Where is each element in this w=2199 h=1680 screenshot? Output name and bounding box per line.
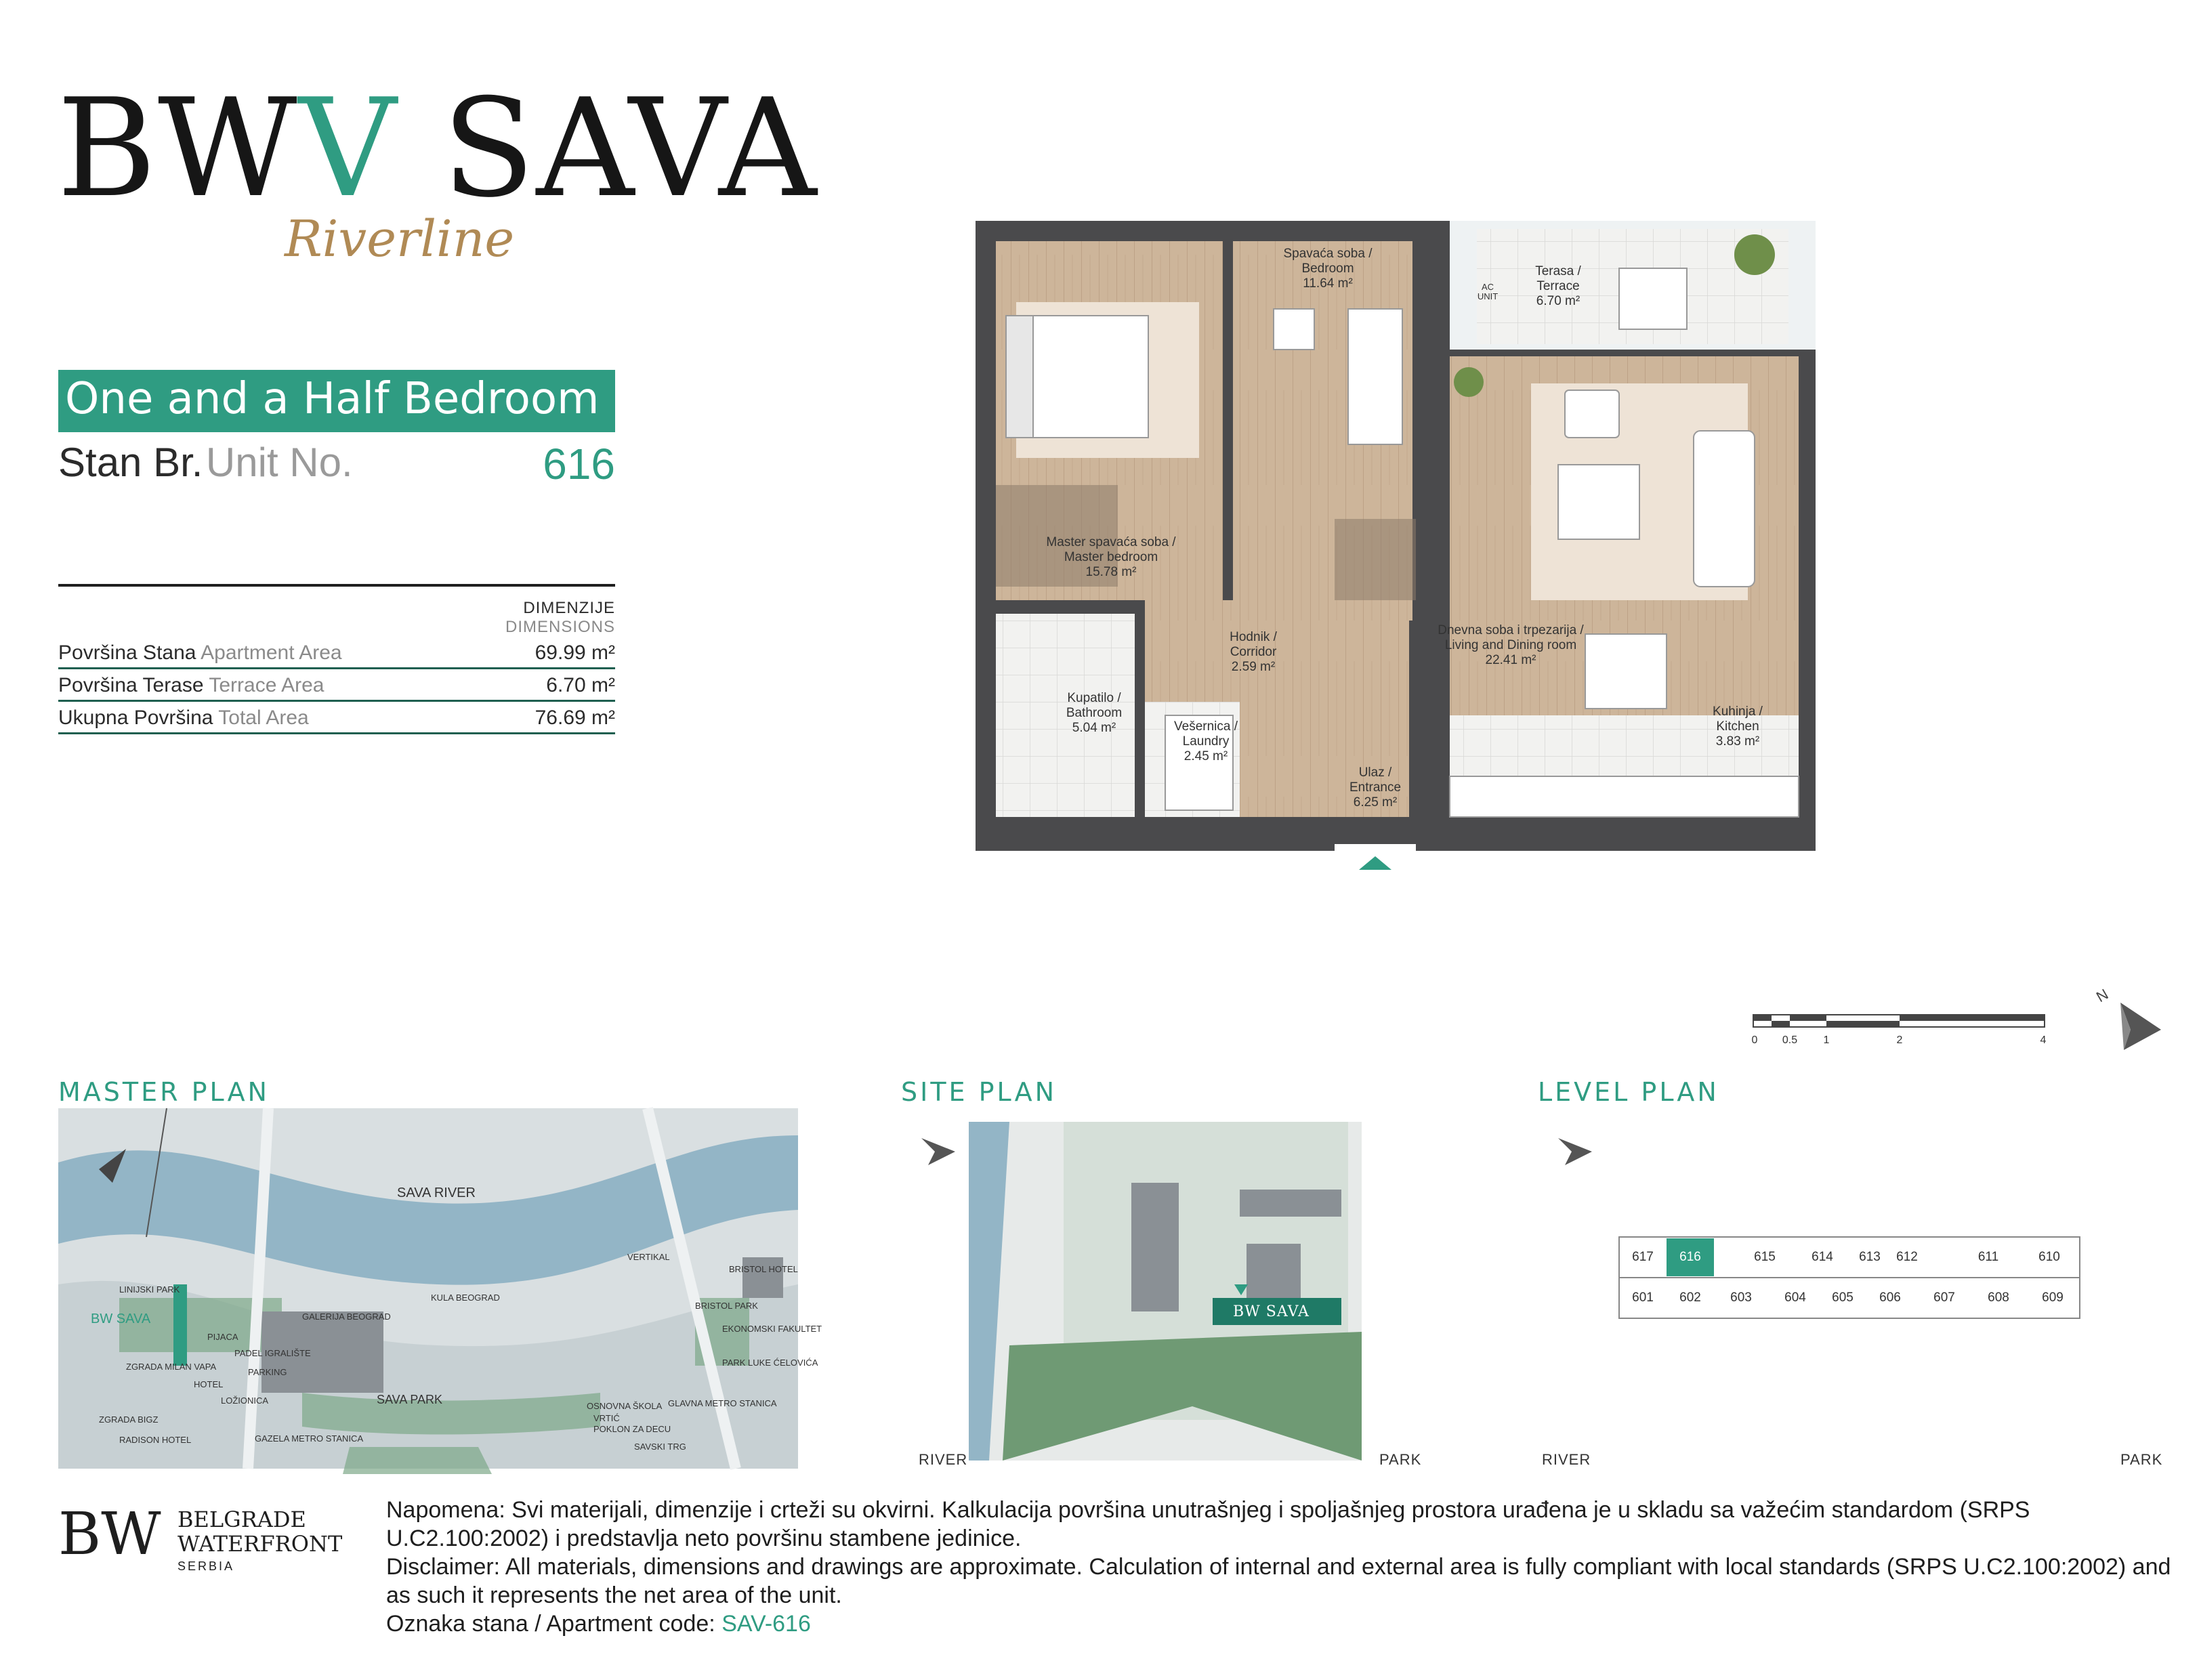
- map-label: SAVSKI TRG: [634, 1442, 686, 1452]
- level-plan-caption-park: PARK: [2120, 1451, 2163, 1468]
- level-unit-603: 603: [1730, 1290, 1752, 1305]
- room-label-bathroom: Kupatilo / Bathroom 5.04 m²: [1066, 691, 1123, 735]
- master-plan-heading: MASTER PLAN: [58, 1077, 270, 1107]
- map-label: PADEL IGRALIŠTE: [234, 1348, 311, 1358]
- area-label: [58, 674, 324, 697]
- level-plan-heading: LEVEL PLAN: [1538, 1077, 1719, 1107]
- map-label: LOŽIONICA: [221, 1395, 269, 1406]
- brand-title-sava: SAVA: [397, 70, 818, 228]
- area-label: [58, 642, 342, 665]
- map-label: GALERIJA BEOGRAD: [302, 1311, 391, 1322]
- area-value: 6.70 m²: [546, 674, 615, 696]
- level-unit-616-highlight: 616: [1679, 1250, 1701, 1264]
- unit-label-local: Stan Br.: [58, 440, 203, 485]
- area-value: 76.69 m²: [535, 707, 615, 729]
- map-label: ZGRADA BIGZ: [99, 1414, 159, 1425]
- room-label-entrance: Ulaz / Entrance 6.25 m²: [1349, 765, 1402, 810]
- map-label: VRTIĆ: [593, 1413, 620, 1423]
- level-unit-612: 612: [1896, 1250, 1918, 1264]
- map-label: PARK LUKE ĆELOVIĆA: [722, 1358, 818, 1368]
- disclaimer-local: Napomena: Svi materijali, dimenzije i crteži su okvirni. Kalkulacija površina unutrašnjeg i spoljašnjeg prostora urađena je u skladu sa važećim standardom (SRPS U.C2.100:2002) i predstavlja neto površinu stambene jedinice.: [386, 1497, 2030, 1551]
- svg-text:N: N: [2093, 985, 2112, 1006]
- footer-logo-line1: BELGRADE: [177, 1507, 306, 1532]
- unit-type: One and a Half Bedroom: [65, 374, 600, 424]
- map-label: ZGRADA MILAN VAPA: [126, 1362, 217, 1372]
- brand-title-v: V: [298, 70, 398, 228]
- footer-logo-mark: BW: [58, 1500, 161, 1568]
- scale-bar: [1752, 1013, 2064, 1054]
- map-label: GAZELA METRO STANICA: [255, 1433, 364, 1444]
- area-label: [58, 707, 309, 730]
- site-plan-caption-river: RIVER: [919, 1451, 968, 1468]
- map-label: PIJACA: [207, 1332, 238, 1342]
- site-plan-heading: SITE PLAN: [901, 1077, 1057, 1107]
- level-unit-613: 613: [1859, 1250, 1881, 1264]
- brand-title: [57, 70, 818, 228]
- room-label-living-dining: Dnevna soba i trpezarija / Living and Dining room 22.41 m²: [1438, 623, 1584, 667]
- apartment-code-row: [386, 1610, 2175, 1638]
- master-plan-river-label: SAVA RIVER: [397, 1185, 476, 1200]
- room-label-laundry: Vešernica / Laundry 2.45 m²: [1174, 719, 1238, 763]
- map-label: BRISTOL HOTEL: [729, 1264, 798, 1274]
- map-label: LINIJSKI PARK: [119, 1284, 180, 1295]
- level-plan-caption-river: RIVER: [1542, 1451, 1591, 1468]
- site-plan-building-label: BW SAVA: [1233, 1303, 1310, 1320]
- map-label: PARKING: [248, 1367, 287, 1377]
- room-label-corridor: Hodnik / Corridor 2.59 m²: [1230, 630, 1277, 674]
- level-unit-611: 611: [1977, 1250, 1999, 1264]
- apartment-code-label: Oznaka stana / Apartment code:: [386, 1611, 715, 1637]
- disclaimer: [386, 1496, 2175, 1638]
- floor-plan: [976, 214, 1816, 878]
- map-label: VERTIKAL: [627, 1252, 670, 1262]
- level-unit-605: 605: [1832, 1290, 1854, 1305]
- room-label-ac-unit: AC UNIT: [1477, 282, 1499, 301]
- area-label-en: Total Area: [218, 707, 309, 729]
- map-label: POKLON ZA DECU: [593, 1424, 671, 1434]
- map-label: EKONOMSKI FAKULTET: [722, 1324, 822, 1334]
- master-plan-map: [58, 1108, 822, 1469]
- map-label: OSNOVNA ŠKOLA: [587, 1401, 663, 1411]
- scale-tick-0: 0: [1751, 1034, 1758, 1046]
- area-table: [58, 584, 615, 734]
- area-label-local: Površina Terase: [58, 674, 204, 696]
- area-row-apartment: [58, 637, 615, 669]
- north-arrow-icon: [2073, 982, 2168, 1064]
- area-label-local: Ukupna Površina: [58, 707, 213, 729]
- unit-number-row: [58, 439, 615, 500]
- map-label: HOTEL: [194, 1379, 224, 1389]
- unit-label-en: Unit No.: [205, 440, 353, 485]
- dimensions-header-local: DIMENZIJE: [523, 599, 615, 617]
- unit-number: 616: [543, 440, 615, 488]
- level-plan-map: [1619, 1237, 2080, 1305]
- footer-logo-line2: WATERFRONT: [177, 1531, 343, 1557]
- area-label-en: Apartment Area: [201, 642, 342, 664]
- area-label-en: Terrace Area: [209, 674, 324, 696]
- level-unit-617: 617: [1632, 1250, 1654, 1264]
- area-row-terrace: [58, 669, 615, 702]
- map-label-sava-park: SAVA PARK: [377, 1393, 443, 1406]
- level-unit-602: 602: [1679, 1290, 1701, 1305]
- room-label-terrace: Terasa / Terrace 6.70 m²: [1535, 264, 1581, 308]
- level-unit-608: 608: [1988, 1290, 2009, 1305]
- map-label: RADISON HOTEL: [119, 1435, 192, 1445]
- brand-logo: [57, 70, 818, 268]
- level-unit-607: 607: [1933, 1290, 1955, 1305]
- room-label-master-bedroom: Master spavaća soba / Master bedroom 15.78 m²: [1046, 535, 1176, 579]
- map-label-bw-sava: BW SAVA: [91, 1311, 151, 1326]
- site-plan-caption-park: PARK: [1379, 1451, 1422, 1468]
- level-unit-609: 609: [2042, 1290, 2064, 1305]
- area-label-local: Površina Stana: [58, 642, 196, 664]
- footer-logo: [58, 1500, 356, 1580]
- site-plan-map: [901, 1108, 1389, 1461]
- table-top-rule: [58, 584, 615, 587]
- level-unit-614: 614: [1811, 1250, 1833, 1264]
- scale-tick-4: 4: [2040, 1034, 2047, 1046]
- site-plan-drawing: [901, 1108, 1389, 1461]
- brand-subtitle: Riverline: [285, 210, 515, 268]
- dimensions-header-en: DIMENSIONS: [505, 618, 615, 636]
- level-unit-601: 601: [1632, 1290, 1654, 1305]
- level-unit-615: 615: [1754, 1250, 1776, 1264]
- apartment-code-value: SAV-616: [721, 1611, 811, 1637]
- map-label: KULA BEOGRAD: [431, 1293, 500, 1303]
- footer-logo-line3: SERBIA: [177, 1559, 235, 1573]
- room-label-bedroom: Spavaća soba / Bedroom 11.64 m²: [1283, 247, 1373, 291]
- level-unit-610: 610: [2038, 1250, 2060, 1264]
- room-label-kitchen: Kuhinja / Kitchen 3.83 m²: [1713, 705, 1763, 749]
- area-row-total: [58, 702, 615, 734]
- scale-tick-1: 1: [1823, 1034, 1830, 1046]
- disclaimer-en: Disclaimer: All materials, dimensions and drawings are approximate. Calculation of internal and external area is fully compliant with local standards (SRPS U.C2.100:2002) and as such it represents the net area of the unit.: [386, 1554, 2171, 1608]
- area-value: 69.99 m²: [535, 642, 615, 664]
- scale-tick-05: 0.5: [1782, 1034, 1798, 1046]
- level-unit-606: 606: [1879, 1290, 1901, 1305]
- brand-title-bw: BW: [57, 70, 299, 228]
- dimensions-header: [58, 599, 615, 637]
- map-label: BRISTOL PARK: [695, 1301, 758, 1311]
- level-plan-north-icon: [1538, 1111, 1606, 1179]
- level-unit-604: 604: [1784, 1290, 1806, 1305]
- scale-tick-2: 2: [1896, 1034, 1903, 1046]
- map-label: GLAVNA METRO STANICA: [668, 1398, 777, 1408]
